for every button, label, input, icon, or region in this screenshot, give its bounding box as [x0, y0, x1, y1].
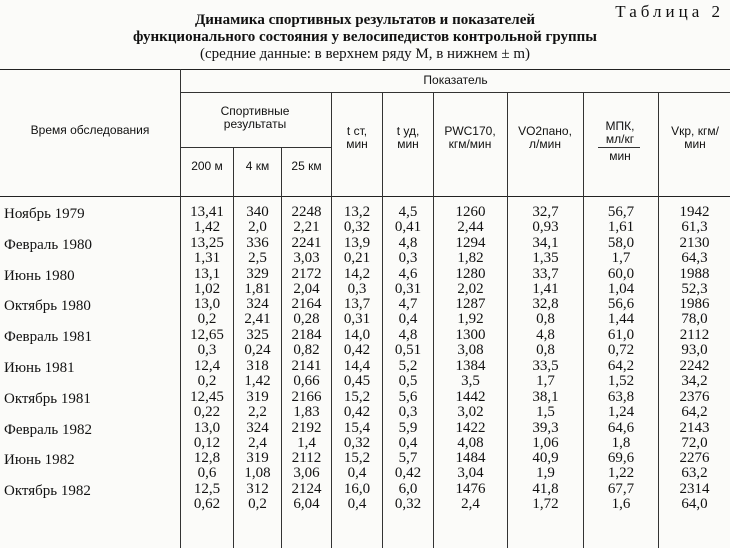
error-value-cell: 0,28: [293, 311, 320, 328]
error-value-cell: 0,12: [193, 434, 221, 451]
header-t-st: t ст, мин: [346, 124, 368, 151]
mean-value-cell: 32,7: [532, 204, 559, 220]
mean-value-cell: 312: [246, 481, 269, 498]
row-date: Ноябрь 1979: [4, 206, 85, 222]
error-value-cell: 0,82: [293, 342, 320, 359]
error-value-cell: 0,62: [193, 496, 221, 513]
error-value-cell: 3,03: [293, 249, 320, 266]
error-value-cell: 34,2: [681, 373, 708, 389]
title-line-2: функционального состояния у велосипедистов контрольной группы: [133, 29, 597, 45]
error-value-cell: 1,35: [532, 249, 559, 266]
error-value-cell: 0,4: [398, 434, 418, 451]
mean-value-cell: 5,2: [398, 358, 418, 374]
error-value-cell: 2,5: [248, 249, 267, 266]
error-value-cell: 0,45: [343, 373, 371, 389]
mean-value-cell: 67,7: [607, 481, 635, 498]
row-date: Февраль 1982: [4, 421, 92, 438]
mean-value-cell: 1942: [679, 204, 710, 220]
header-200m: 200 м: [191, 159, 223, 173]
error-value-cell: 0,32: [343, 434, 371, 451]
row-date: Октябрь 1981: [4, 390, 91, 407]
mean-value-cell: 12,8: [193, 450, 221, 467]
header-indicator: Показатель: [423, 73, 488, 87]
mean-value-cell: 12,45: [190, 388, 224, 405]
mean-value-cell: 1384: [455, 358, 486, 374]
sport-results-underline: [181, 147, 331, 148]
mean-value-cell: 4,8: [398, 234, 418, 251]
mean-value-cell: 318: [246, 358, 269, 374]
error-value-cell: 0,3: [398, 403, 418, 420]
mean-value-cell: 2184: [291, 327, 322, 344]
mean-value-cell: 14,0: [343, 327, 371, 344]
mean-value-cell: 32,8: [532, 296, 559, 313]
error-value-cell: 1,22: [607, 465, 635, 482]
error-value-cell: 0,66: [293, 373, 320, 389]
error-value-cell: 1,72: [532, 496, 559, 513]
error-value-cell: 3,5: [461, 373, 480, 389]
error-value-cell: 0,3: [197, 342, 217, 359]
mean-value-cell: 2242: [679, 358, 710, 374]
mean-value-cell: 4,8: [536, 327, 555, 344]
mean-value-cell: 5,6: [398, 388, 418, 405]
error-value-cell: 1,4: [297, 434, 316, 451]
error-value-cell: 1,61: [607, 219, 635, 235]
error-value-cell: 0,3: [398, 249, 418, 266]
mean-value-cell: 13,0: [193, 296, 221, 313]
error-value-cell: 3,08: [457, 342, 484, 359]
error-value-cell: 0,41: [394, 219, 422, 235]
error-value-cell: 0,3: [347, 280, 367, 297]
error-value-cell: 1,41: [532, 280, 559, 297]
error-value-cell: 1,04: [607, 280, 635, 297]
mean-value-cell: 2248: [291, 204, 322, 220]
mean-value-cell: 2166: [291, 388, 322, 405]
error-value-cell: 0,42: [343, 342, 371, 359]
mean-value-cell: 12,4: [193, 358, 221, 374]
error-value-cell: 0,93: [532, 219, 559, 235]
error-value-cell: 1,7: [611, 249, 631, 266]
title-line-1: Динамика спортивных результатов и показателей: [194, 12, 536, 28]
mean-value-cell: 13,41: [190, 204, 224, 220]
mean-value-cell: 13,0: [193, 419, 221, 436]
mean-value-cell: 324: [246, 296, 269, 313]
header-mpk-bottom: мин: [609, 149, 631, 163]
mean-value-cell: 1287: [455, 296, 486, 313]
header-4km: 4 км: [245, 159, 270, 173]
error-value-cell: 2,2: [248, 403, 267, 420]
error-value-cell: 1,83: [293, 403, 320, 420]
header-bottom-rule: [0, 196, 730, 197]
error-value-cell: 61,3: [681, 219, 708, 235]
mean-value-cell: 14,2: [343, 265, 371, 282]
error-value-cell: 0,51: [394, 342, 422, 359]
error-value-cell: 0,4: [398, 311, 418, 328]
mean-value-cell: 33,5: [532, 358, 559, 374]
mean-value-cell: 15,2: [343, 388, 371, 405]
error-value-cell: 0,32: [343, 219, 371, 235]
mean-value-cell: 39,3: [532, 419, 559, 436]
error-value-cell: 0,21: [343, 249, 371, 266]
mean-value-cell: 16,0: [343, 481, 371, 498]
error-value-cell: 1,6: [611, 496, 631, 513]
mean-value-cell: 64,2: [607, 358, 635, 374]
error-value-cell: 0,42: [394, 465, 422, 482]
mean-value-cell: 6,0: [398, 481, 418, 498]
error-value-cell: 0,2: [197, 311, 217, 328]
error-value-cell: 1,9: [536, 465, 555, 482]
error-value-cell: 2,41: [244, 311, 271, 328]
mean-value-cell: 319: [246, 450, 269, 467]
mean-value-cell: 5,9: [398, 419, 418, 436]
mean-value-cell: 2124: [291, 481, 322, 498]
mean-value-cell: 1988: [679, 265, 710, 282]
mean-value-cell: 13,7: [343, 296, 371, 313]
error-value-cell: 1,8: [611, 434, 631, 451]
mean-value-cell: 2276: [679, 450, 710, 467]
mean-value-cell: 1484: [455, 450, 486, 467]
mean-value-cell: 2314: [679, 481, 710, 498]
error-value-cell: 64,2: [681, 403, 708, 420]
mean-value-cell: 1476: [455, 481, 486, 498]
mean-value-cell: 2112: [679, 327, 710, 344]
mean-value-cell: 1294: [455, 234, 486, 251]
error-value-cell: 0,22: [193, 403, 221, 420]
row-date: Октябрь 1982: [4, 483, 91, 500]
mean-value-cell: 324: [246, 419, 269, 436]
mean-value-cell: 2130: [679, 234, 710, 251]
header-time: Время обследования: [30, 123, 150, 137]
error-value-cell: 0,6: [197, 465, 217, 482]
mean-value-cell: 1280: [455, 265, 486, 282]
error-value-cell: 2,4: [461, 496, 480, 513]
mean-value-cell: 4,5: [398, 204, 418, 220]
mpk-fraction-line: [598, 147, 640, 148]
error-value-cell: 4,08: [457, 434, 484, 451]
error-value-cell: 1,92: [457, 311, 484, 328]
error-value-cell: 1,7: [536, 373, 555, 389]
row-date: Июнь 1981: [4, 360, 75, 376]
error-value-cell: 6,04: [293, 496, 320, 513]
mean-value-cell: 1300: [455, 327, 486, 344]
error-value-cell: 93,0: [681, 342, 708, 359]
mean-value-cell: 2241: [291, 234, 322, 251]
title-line-3: (средние данные: в верхнем ряду M, в нижнем ± m): [199, 46, 531, 62]
error-value-cell: 63,2: [681, 465, 708, 482]
error-value-cell: 64,0: [681, 496, 708, 513]
error-value-cell: 1,31: [193, 249, 221, 266]
mean-value-cell: 15,2: [343, 450, 371, 467]
error-value-cell: 72,0: [681, 434, 708, 451]
error-value-cell: 1,52: [607, 373, 635, 389]
mean-value-cell: 4,7: [398, 296, 418, 313]
mean-value-cell: 325: [246, 327, 269, 344]
mean-value-cell: 340: [246, 204, 269, 220]
mean-value-cell: 41,8: [532, 481, 559, 498]
mean-value-cell: 2112: [291, 450, 322, 467]
mean-value-cell: 1442: [455, 388, 486, 405]
mean-value-cell: 63,8: [607, 388, 635, 405]
error-value-cell: 1,02: [193, 280, 221, 297]
row-date: Июнь 1982: [4, 452, 75, 469]
row-date: Июнь 1980: [4, 267, 75, 284]
error-value-cell: 1,81: [244, 280, 271, 297]
error-value-cell: 1,06: [532, 434, 559, 451]
error-value-cell: 0,42: [343, 403, 371, 420]
mean-value-cell: 40,9: [532, 450, 559, 467]
error-value-cell: 0,31: [343, 311, 371, 328]
mean-value-cell: 5,7: [398, 450, 418, 467]
error-value-cell: 1,24: [607, 403, 635, 420]
error-value-cell: 0,2: [197, 373, 217, 389]
header-25km: 25 км: [291, 159, 322, 173]
mean-value-cell: 2172: [291, 265, 322, 282]
error-value-cell: 1,42: [193, 219, 221, 235]
error-value-cell: 0,31: [394, 280, 422, 297]
mean-value-cell: 2164: [291, 296, 322, 313]
mean-value-cell: 4,6: [398, 265, 418, 282]
mean-value-cell: 64,6: [607, 419, 635, 436]
row-date: Февраль 1981: [4, 329, 92, 346]
mean-value-cell: 61,0: [607, 327, 635, 344]
header-top-rule: [0, 69, 730, 70]
mean-value-cell: 58,0: [607, 234, 635, 251]
mean-value-cell: 12,65: [190, 327, 224, 344]
error-value-cell: 0,32: [394, 496, 422, 513]
error-value-cell: 0,2: [248, 496, 267, 513]
mean-value-cell: 56,6: [607, 296, 635, 313]
mean-value-cell: 336: [246, 234, 269, 251]
mean-value-cell: 38,1: [532, 388, 559, 405]
error-value-cell: 2,02: [457, 280, 484, 297]
mean-value-cell: 2143: [679, 419, 710, 436]
mean-value-cell: 13,2: [343, 204, 371, 220]
error-value-cell: 1,5: [536, 403, 555, 420]
header-sport-results: Спортивные результаты: [220, 104, 290, 131]
mean-value-cell: 1422: [455, 419, 486, 436]
header-vo2: VO2пано, л/мин: [518, 124, 572, 151]
error-value-cell: 3,06: [293, 465, 320, 482]
mean-value-cell: 15,4: [343, 419, 371, 436]
error-value-cell: 52,3: [681, 280, 708, 297]
header-pwc: PWC170, кгм/мин: [444, 124, 496, 151]
error-value-cell: 0,72: [607, 342, 635, 359]
mean-value-cell: 2376: [679, 388, 710, 405]
error-value-cell: 2,04: [293, 280, 320, 297]
mean-value-cell: 69,6: [607, 450, 635, 467]
error-value-cell: 1,42: [244, 373, 271, 389]
error-value-cell: 2,0: [248, 219, 267, 235]
indicator-underline: [181, 92, 730, 93]
error-value-cell: 0,4: [347, 465, 367, 482]
error-value-cell: 0,5: [398, 373, 418, 389]
mean-value-cell: 60,0: [607, 265, 635, 282]
mean-value-cell: 4,8: [398, 327, 418, 344]
error-value-cell: 2,4: [248, 434, 267, 451]
mean-value-cell: 14,4: [343, 358, 371, 374]
mean-value-cell: 329: [246, 265, 269, 282]
error-value-cell: 3,02: [457, 403, 484, 420]
error-value-cell: 1,44: [607, 311, 635, 328]
error-value-cell: 0,8: [536, 342, 555, 359]
error-value-cell: 2,44: [457, 219, 484, 235]
row-date: Февраль 1980: [4, 236, 92, 253]
mean-value-cell: 12,5: [193, 481, 221, 498]
mean-value-cell: 1260: [455, 204, 486, 220]
table-title: [0, 12, 730, 63]
error-value-cell: 0,4: [347, 496, 367, 513]
mean-value-cell: 56,7: [607, 204, 635, 220]
table-number-label: Таблица 2: [615, 2, 724, 21]
mean-value-cell: 1986: [679, 296, 710, 313]
mean-value-cell: 34,1: [532, 234, 559, 251]
error-value-cell: 1,08: [244, 465, 271, 482]
error-value-cell: 2,21: [293, 219, 320, 235]
header-vkr: Vкр, кгм/мин: [671, 124, 719, 151]
error-value-cell: 1,82: [457, 249, 484, 266]
error-value-cell: 0,8: [536, 311, 555, 328]
header-t-ud: t уд, мин: [396, 124, 420, 151]
error-value-cell: 3,04: [457, 465, 484, 482]
mean-value-cell: 13,25: [190, 234, 224, 251]
mean-value-cell: 33,7: [532, 265, 559, 282]
error-value-cell: 78,0: [681, 311, 708, 328]
error-value-cell: 0,24: [244, 342, 271, 359]
error-value-cell: 64,3: [681, 249, 708, 266]
header-mpk-top: МПК, мл/кг: [605, 119, 635, 146]
mean-value-cell: 2141: [291, 358, 322, 374]
mean-value-cell: 319: [246, 388, 269, 405]
row-date: Октябрь 1980: [4, 298, 91, 315]
mean-value-cell: 13,9: [343, 234, 371, 251]
mean-value-cell: 2192: [291, 419, 322, 436]
mean-value-cell: 13,1: [193, 265, 221, 282]
